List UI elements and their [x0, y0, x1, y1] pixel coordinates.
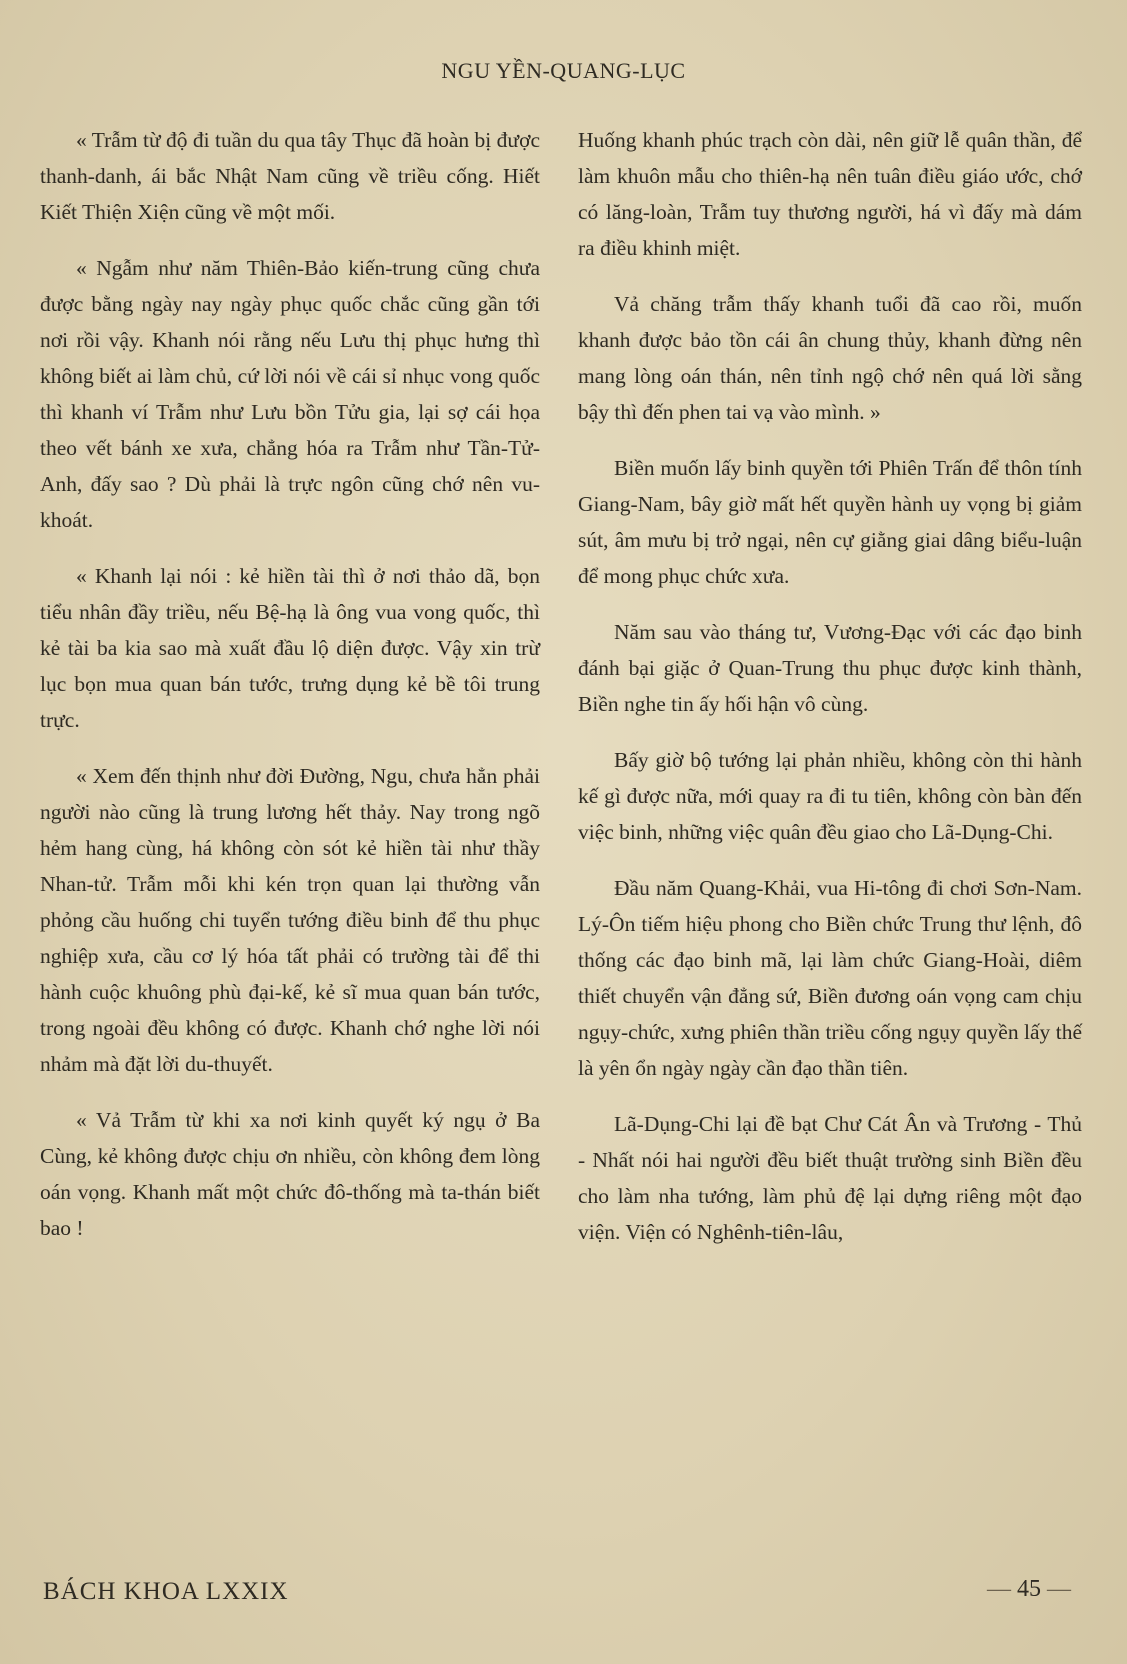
- paragraph: « Trẫm từ độ đi tuần du qua tây Thục đã hoàn bị được thanh-danh, ái bắc Nhật Nam cũng về triều cống. Hiết Kiết Thiện Xiện cũng về một mối.: [40, 128, 540, 224]
- dash-ornament: —: [1047, 1576, 1071, 1602]
- paragraph: « Vả Trẫm từ khi xa nơi kinh quyết ký ngụ ở Ba Cùng, kẻ không được chịu ơn nhiều, còn không đem lòng oán vọng. Khanh mất một chức đô-thống mà ta-thán biết bao !: [40, 1108, 540, 1240]
- paragraph: « Khanh lại nói : kẻ hiền tài thì ở nơi thảo dã, bọn tiểu nhân đầy triều, nếu Bệ-hạ là ông vua vong quốc, thì kẻ tài ba kia sao mà xuất đầu lộ diện được. Vậy xin trừ lục bọn mua quan bán tước, trưng dụng kẻ bề tôi trung trực.: [40, 564, 540, 732]
- right-column: [578, 122, 1082, 1270]
- page-number: 45: [1017, 1576, 1041, 1602]
- left-column: [40, 122, 540, 1266]
- dash-ornament: —: [987, 1576, 1011, 1602]
- paragraph: Huống khanh phúc trạch còn dài, nên giữ lễ quân thần, để làm khuôn mẫu cho thiên-hạ nên tuân điều giáo ước, chớ có lăng-loàn, Trẫm tuy thương người, há vì đấy mà dám ra điều khinh miệt.: [578, 128, 1082, 260]
- running-title: NGU YỀN-QUANG-LỤC: [441, 58, 686, 83]
- paragraph: Vả chăng trẫm thấy khanh tuổi đã cao rồi, muốn khanh được bảo tồn cái ân chung thủy, khanh đừng nên mang lòng oán thán, nên tỉnh ngộ chớ nên quá lời sằng bậy thì đến phen tai vạ vào mình. »: [578, 292, 1082, 424]
- paragraph: « Ngẫm như năm Thiên-Bảo kiến-trung cũng chưa được bằng ngày nay ngày phục quốc chắc cũng gần tới nơi rồi vậy. Khanh nói rằng nếu Lưu thị phục hưng thì không biết ai làm chủ, cứ lời nói về cái sỉ nhục vong quốc thì khanh ví Trẫm như Lưu bồn Tửu gia, lại sợ cái họa theo vết bánh xe xưa, chẳng hóa ra Trẫm như Tần-Tử-Anh, đấy sao ? Dù phải là trực ngôn cũng chớ nên vu-khoát.: [40, 256, 540, 532]
- paragraph: Lã-Dụng-Chi lại đề bạt Chư Cát Ân và Trương - Thủ - Nhất nói hai người đều biết thuật trường sinh Biền đều cho làm nha tướng, làm phủ đệ lại dựng riêng một đạo viện. Viện có Nghênh-tiên-lâu,: [578, 1112, 1082, 1244]
- paragraph: Bấy giờ bộ tướng lại phản nhiều, không còn thi hành kế gì được nữa, mới quay ra đi tu tiên, không còn bàn đến việc binh, những việc quân đều giao cho Lã-Dụng-Chi.: [578, 748, 1082, 844]
- paragraph: Đầu năm Quang-Khải, vua Hi-tông đi chơi Sơn-Nam. Lý-Ôn tiếm hiệu phong cho Biền chức Trung thư lệnh, đô thống các đạo binh mã, lại làm chức Giang-Hoài, diêm thiết chuyển vận đẳng sứ, Biền đương oán vọng cam chịu ngụy-chức, xưng phiên thần triều cống ngụy quyền lấy thế là yên ổn ngày ngày cần đạo thần tiên.: [578, 876, 1082, 1080]
- magazine-name: BÁCH KHOA LXXIX: [43, 1578, 289, 1605]
- paragraph: Năm sau vào tháng tư, Vương-Đạc với các đạo binh đánh bại giặc ở Quan-Trung thu phục được kinh thành, Biền nghe tin ấy hối hận vô cùng.: [578, 620, 1082, 716]
- paragraph: « Xem đến thịnh như đời Đường, Ngu, chưa hẳn phải người nào cũng là trung lương hết thảy. Nay trong ngõ hẻm hang cùng, há không còn sót kẻ hiền tài như thầy Nhan-tử. Trẫm mỗi khi kén trọn quan lại thường vẫn phỏng cầu huống chi tuyển tướng điều binh để thu phục nghiệp xưa, cầu cơ lý hóa tất phải có trường tài để thi hành cuộc khuông phù đại-kế, kẻ sĩ mua quan bán tước, trong ngoài đều không có được. Khanh chớ nghe lời nói nhảm mà đặt lời du-thuyết.: [40, 764, 540, 1076]
- page-number-block: [981, 1576, 1077, 1603]
- paragraph: Biền muốn lấy binh quyền tới Phiên Trấn để thôn tính Giang-Nam, bây giờ mất hết quyền hành uy vọng bị giảm sút, âm mưu bị trở ngại, nên cự giằng giai dâng biểu-luận để mong phục chức xưa.: [578, 456, 1082, 588]
